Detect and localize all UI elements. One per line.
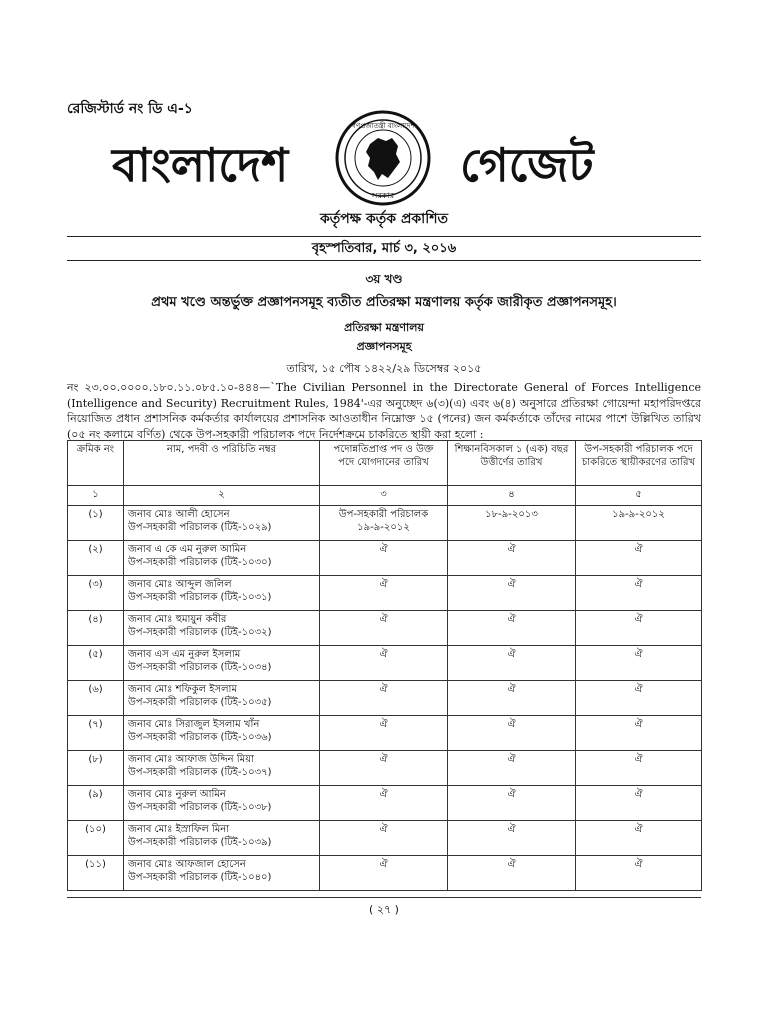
probation-date: ঐ xyxy=(507,859,516,870)
serial-number: (৩) xyxy=(88,579,103,590)
probation-cell xyxy=(448,611,576,646)
promotion-post: ঐ xyxy=(379,544,388,555)
promotion-post: ঐ xyxy=(379,859,388,870)
name-cell xyxy=(124,786,320,821)
promotion-cell xyxy=(320,541,448,576)
table-row xyxy=(68,576,702,611)
officer-designation: উপ-সহকারী পরিচালক (টিই-১০২৯) xyxy=(128,522,272,533)
page-number: ( ২৭ ) xyxy=(369,903,399,916)
index-cell: ২ xyxy=(124,486,320,506)
promotion-post: ঐ xyxy=(379,614,388,625)
emblem-top-text: গণপ্রজাতন্ত্রী বাংলাদেশ xyxy=(351,122,415,130)
confirmation-date: ঐ xyxy=(634,579,643,590)
probation-cell xyxy=(448,506,576,541)
officer-name: জনাব মোঃ আফজাল হোসেন xyxy=(128,859,246,870)
probation-date: ঐ xyxy=(507,544,516,555)
probation-date: ঐ xyxy=(507,684,516,695)
name-cell xyxy=(124,716,320,751)
confirmation-cell xyxy=(576,786,702,821)
name-cell xyxy=(124,821,320,856)
col-header-probation: শিক্ষানবিসকাল ১ (এক) বছর উত্তীর্ণের তারিখ xyxy=(448,441,576,486)
confirmation-cell xyxy=(576,821,702,856)
promotion-cell xyxy=(320,716,448,751)
bottom-rule xyxy=(67,897,701,898)
serial-number: (৮) xyxy=(88,754,103,765)
serial-number: (৭) xyxy=(88,719,103,730)
serial-cell xyxy=(68,576,124,611)
officer-name: জনাব মোঃ শফিকুল ইসলাম xyxy=(128,684,238,695)
promotion-cell xyxy=(320,681,448,716)
promotion-post: ঐ xyxy=(379,789,388,800)
gazette-title-right: গেজেট xyxy=(460,138,594,192)
emblem-bottom-text: সরকার xyxy=(371,191,395,200)
promotion-post: ঐ xyxy=(379,719,388,730)
confirmation-date: ঐ xyxy=(634,719,643,730)
personnel-table xyxy=(67,440,702,891)
probation-date: ঐ xyxy=(507,719,516,730)
promotion-cell xyxy=(320,646,448,681)
officer-designation: উপ-সহকারী পরিচালক (টিই-১০৩৭) xyxy=(128,767,272,778)
probation-cell xyxy=(448,751,576,786)
officer-name: জনাব এ কে এম নুরুল আমিন xyxy=(128,544,247,555)
serial-cell xyxy=(68,681,124,716)
table-header-row xyxy=(68,441,702,486)
confirmation-cell xyxy=(576,611,702,646)
name-cell xyxy=(124,611,320,646)
serial-cell xyxy=(68,751,124,786)
confirmation-cell xyxy=(576,646,702,681)
confirmation-date: ঐ xyxy=(634,789,643,800)
probation-date: ১৮-৯-২০১৩ xyxy=(485,509,538,520)
publisher-line: কর্তৃপক্ষ কর্তৃক প্রকাশিত xyxy=(319,211,449,227)
second-rule xyxy=(67,260,701,261)
officer-designation: উপ-সহকারী পরিচালক (টিই-১০৩২) xyxy=(128,627,272,638)
table-row xyxy=(68,716,702,751)
confirmation-date: ১৯-৯-২০১২ xyxy=(612,509,665,520)
promotion-cell xyxy=(320,506,448,541)
confirmation-cell xyxy=(576,716,702,751)
col-header-confirmation: উপ-সহকারী পরিচালক পদে চাকরিতে স্থায়ীকরণের তারিখ xyxy=(576,441,702,486)
part-heading: ৩য় খণ্ড xyxy=(365,272,403,286)
index-cell: ৩ xyxy=(320,486,448,506)
name-cell xyxy=(124,646,320,681)
serial-number: (২) xyxy=(88,544,103,555)
officer-name: জনাব মোঃ সিরাজুল ইসলাম খাঁন xyxy=(128,719,260,730)
table-row xyxy=(68,751,702,786)
officer-name: জনাব এস এম নুরুল ইসলাম xyxy=(128,649,241,660)
officer-designation: উপ-সহকারী পরিচালক (টিই-১০৩০) xyxy=(128,557,272,568)
column-index-row xyxy=(68,486,702,506)
officer-designation: উপ-সহকারী পরিচালক (টিই-১০৩১) xyxy=(128,592,272,603)
promotion-post: ঐ xyxy=(379,649,388,660)
serial-cell xyxy=(68,821,124,856)
promotion-cell xyxy=(320,786,448,821)
notice-date: তারিখ, ১৫ পৌষ ১৪২২/২৯ ডিসেম্বর ২০১৫ xyxy=(286,362,482,375)
probation-date: ঐ xyxy=(507,614,516,625)
probation-date: ঐ xyxy=(507,824,516,835)
officer-designation: উপ-সহকারী পরিচালক (টিই-১০৩৮) xyxy=(128,802,272,813)
promotion-post: ঐ xyxy=(379,824,388,835)
name-cell xyxy=(124,506,320,541)
probation-cell xyxy=(448,681,576,716)
confirmation-date: ঐ xyxy=(634,649,643,660)
table-row xyxy=(68,646,702,681)
probation-date: ঐ xyxy=(507,649,516,660)
top-rule xyxy=(67,236,701,237)
confirmation-cell xyxy=(576,856,702,891)
probation-cell xyxy=(448,856,576,891)
promotion-post: উপ-সহকারী পরিচালক xyxy=(338,509,429,520)
name-cell xyxy=(124,751,320,786)
name-cell xyxy=(124,576,320,611)
confirmation-date: ঐ xyxy=(634,544,643,555)
name-cell xyxy=(124,856,320,891)
officer-name: জনাব মোঃ ইস্রাফিল মিনা xyxy=(128,824,230,835)
officer-designation: উপ-সহকারী পরিচালক (টিই-১০৩৫) xyxy=(128,697,272,708)
probation-date: ঐ xyxy=(507,789,516,800)
serial-number: (১০) xyxy=(85,824,106,835)
serial-cell xyxy=(68,856,124,891)
officer-name: জনাব মোঃ আব্দুল জলিল xyxy=(128,579,232,590)
notice-body: নং ২৩.০০.০০০০.১৮০.১১.০৮৫.১০-৪৪৪—`The Civilian Personnel in the Directorate General of Forces Intelligence (Intelligence and Security) Recruitment Rules, 1984'-এর অনুচ্ছেদ ৬(৩)(এ) এবং ৬(৪) অনুসারে প্রতিরক্ষা গোয়েন্দা মহাপরিদপ্তরে নিয়োজিত প্রধান প্রশাসনিক কর্মকর্তার কার্যালয়ের প্রশাসনিক আওতাধীন নিম্নোক্ত ১৫ (পনের) জন কর্মকর্তাকে তাঁদের নামের পাশে উল্লিখিত তারিখ (০৫ নং কলামে বর্ণিত) থেকে উপ-সহকারী পরিচালক পদে নির্দেশক্রমে চাকরিতে স্থায়ী করা হলো : xyxy=(67,381,701,441)
officer-designation: উপ-সহকারী পরিচালক (টিই-১০৩৯) xyxy=(128,837,272,848)
table-row xyxy=(68,611,702,646)
promotion-cell xyxy=(320,751,448,786)
col-header-promotion: পদোন্নতিপ্রাপ্ত পদ ও উক্ত পদে যোগদানের তারিখ xyxy=(320,441,448,486)
confirmation-date: ঐ xyxy=(634,614,643,625)
part-description: প্রথম খণ্ডে অন্তর্ভুক্ত প্রজ্ঞাপনসমূহ ব্যতীত প্রতিরক্ষা মন্ত্রণালয় কর্তৃক জারীকৃত প্রজ্ঞাপনসমূহ। xyxy=(151,295,617,310)
issue-date: বৃহস্পতিবার, মার্চ ৩, ২০১৬ xyxy=(311,241,457,256)
serial-cell xyxy=(68,611,124,646)
probation-cell xyxy=(448,541,576,576)
registration-number: রেজিস্টার্ড নং ডি এ-১ xyxy=(67,101,193,117)
probation-date: ঐ xyxy=(507,579,516,590)
serial-number: (৫) xyxy=(88,649,103,660)
table-row xyxy=(68,821,702,856)
serial-cell xyxy=(68,716,124,751)
serial-number: (৯) xyxy=(88,789,103,800)
promotion-cell xyxy=(320,576,448,611)
government-emblem-icon xyxy=(318,108,448,208)
promotion-post: ঐ xyxy=(379,579,388,590)
notices-heading: প্রজ্ঞাপনসমূহ xyxy=(356,340,412,353)
gazette-title-left: বাংলাদেশ xyxy=(112,138,289,192)
promotion-cell xyxy=(320,821,448,856)
serial-cell xyxy=(68,506,124,541)
index-cell: ৪ xyxy=(448,486,576,506)
confirmation-cell xyxy=(576,541,702,576)
index-cell: ১ xyxy=(68,486,124,506)
confirmation-cell xyxy=(576,506,702,541)
table-row xyxy=(68,786,702,821)
serial-cell xyxy=(68,541,124,576)
serial-number: (১) xyxy=(88,509,103,520)
confirmation-date: ঐ xyxy=(634,859,643,870)
confirmation-date: ঐ xyxy=(634,684,643,695)
probation-date: ঐ xyxy=(507,754,516,765)
promotion-cell xyxy=(320,611,448,646)
officer-name: জনাব মোঃ হুমায়ুন কবীর xyxy=(128,614,227,625)
table-row xyxy=(68,856,702,891)
ministry-name: প্রতিরক্ষা মন্ত্রণালয় xyxy=(344,321,424,334)
probation-cell xyxy=(448,646,576,681)
probation-cell xyxy=(448,786,576,821)
officer-name: জনাব মোঃ নুরুল আমিন xyxy=(128,789,226,800)
officer-name: জনাব মোঃ আলী হোসেন xyxy=(128,509,230,520)
promotion-date: ১৯-৯-২০১২ xyxy=(357,522,410,533)
promotion-post: ঐ xyxy=(379,754,388,765)
serial-number: (৪) xyxy=(88,614,103,625)
confirmation-cell xyxy=(576,576,702,611)
name-cell xyxy=(124,541,320,576)
confirmation-date: ঐ xyxy=(634,824,643,835)
name-cell xyxy=(124,681,320,716)
officer-designation: উপ-সহকারী পরিচালক (টিই-১০৩৪) xyxy=(128,662,272,673)
probation-cell xyxy=(448,716,576,751)
confirmation-cell xyxy=(576,681,702,716)
officer-designation: উপ-সহকারী পরিচালক (টিই-১০৪০) xyxy=(128,872,272,883)
table-row xyxy=(68,681,702,716)
officer-name: জনাব মোঃ আফাজ উদ্দিন মিয়া xyxy=(128,754,254,765)
probation-cell xyxy=(448,576,576,611)
serial-number: (১১) xyxy=(85,859,106,870)
promotion-cell xyxy=(320,856,448,891)
promotion-post: ঐ xyxy=(379,684,388,695)
table-row xyxy=(68,506,702,541)
probation-cell xyxy=(448,821,576,856)
index-cell: ৫ xyxy=(576,486,702,506)
col-header-serial: ক্রমিক নং xyxy=(68,441,124,486)
officer-designation: উপ-সহকারী পরিচালক (টিই-১০৩৬) xyxy=(128,732,272,743)
col-header-name: নাম, পদবী ও পরিচিতি নম্বর xyxy=(124,441,320,486)
table-row xyxy=(68,541,702,576)
serial-cell xyxy=(68,786,124,821)
confirmation-date: ঐ xyxy=(634,754,643,765)
confirmation-cell xyxy=(576,751,702,786)
serial-cell xyxy=(68,646,124,681)
serial-number: (৬) xyxy=(88,684,103,695)
